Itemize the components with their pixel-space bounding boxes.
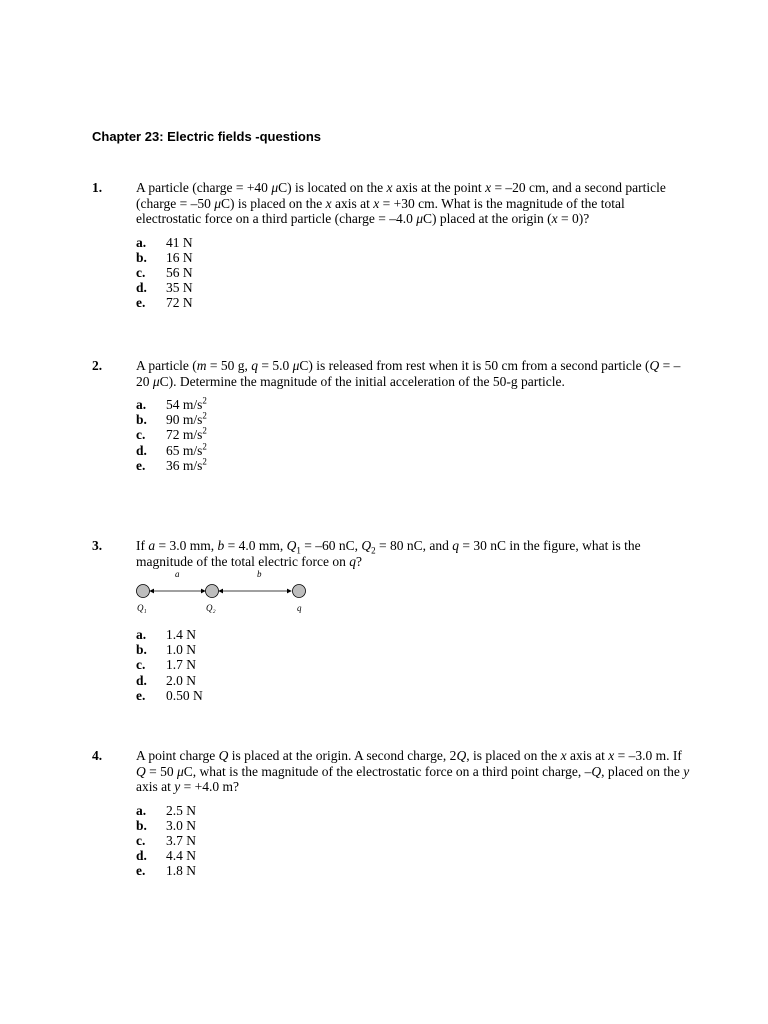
option-text: 2.5 N: [166, 802, 196, 818]
question-number: 4.: [92, 748, 103, 763]
option-letter: b.: [136, 249, 147, 265]
question-text: A point charge Q is placed at the origin. A second charge, 2Q, is placed on the x axis at x = –3.0 m. If Q = 50 μC, what is the magnitude of the electrostatic force on a third point charge, –Q, placed on the y axis at y = +4.0 m?: [136, 748, 690, 794]
option-letter: d.: [136, 672, 147, 688]
answer-option: [136, 458, 692, 473]
charge-q1-circle: [137, 585, 150, 598]
charge-figure: [136, 569, 326, 621]
label-a: a: [175, 569, 180, 579]
option-text: 1.8 N: [166, 863, 196, 879]
label-q: q: [297, 603, 302, 613]
answer-option: [136, 235, 692, 250]
option-letter: d.: [136, 442, 147, 458]
question-text: A particle (charge = +40 μC) is located on the x axis at the point x = –20 cm, and a second particle (charge = –50 μC) is placed on the x axis at x = +30 cm. What is the magnitude of the total electrostatic force on a third particle (charge = –4.0 μC) placed at the origin (x = 0)?: [136, 180, 666, 226]
answer-options: [136, 803, 692, 879]
answer-option: [136, 295, 692, 310]
option-letter: d.: [136, 848, 147, 864]
option-text: 72 $m/s^2$: [166, 425, 207, 443]
answer-option: [136, 673, 692, 688]
option-text: 1.7 N: [166, 657, 196, 673]
answer-option: [136, 250, 692, 265]
answer-options: [136, 397, 692, 473]
option-text: 1.4 N: [166, 627, 196, 642]
answer-option: [136, 863, 692, 878]
answer-option: [136, 412, 692, 427]
option-text: 1.0 N: [166, 642, 196, 658]
question-2: [92, 358, 692, 473]
label-q1: Q₁: [137, 603, 147, 613]
label-q2: Q₂: [206, 603, 216, 613]
option-letter: a.: [136, 627, 147, 642]
charge-q2-circle: [206, 585, 219, 598]
question-text: A particle (m = 50 g, q = 5.0 μC) is released from rest when it is 50 cm from a second particle (Q = –20 μC). Determine the magnitude of the initial acceleration of the 50-g particle.: [136, 358, 681, 389]
page-title: Chapter 23: Electric fields -questions: [92, 129, 322, 144]
option-letter: e.: [136, 687, 146, 703]
option-letter: d.: [136, 280, 147, 296]
option-text: 41 N: [166, 234, 193, 250]
charge-diagram: [136, 577, 326, 621]
answer-option: [136, 443, 692, 458]
answer-option: [136, 688, 692, 703]
answer-option: [136, 848, 692, 863]
answer-options: [136, 235, 692, 311]
answer-option: [136, 818, 692, 833]
question-number: 1.: [92, 180, 103, 195]
option-text: 72 N: [166, 295, 193, 311]
answer-option: [136, 265, 692, 280]
option-text: 16 N: [166, 249, 193, 265]
option-text: 2.0 N: [166, 672, 196, 688]
option-text: 90 $m/s^2$: [166, 410, 207, 428]
charge-q-circle: [293, 585, 306, 598]
option-text: 3.7 N: [166, 832, 196, 848]
option-text: 56 N: [166, 264, 193, 280]
option-letter: e.: [136, 457, 146, 473]
answer-option: [136, 803, 692, 818]
answer-options: [136, 627, 692, 703]
option-letter: a.: [136, 234, 147, 250]
option-text: 36 $m/s^2$: [166, 456, 207, 473]
question-number: 3.: [92, 538, 103, 553]
answer-option: [136, 427, 692, 442]
option-letter: e.: [136, 863, 146, 879]
option-letter: b.: [136, 817, 147, 833]
answer-option: [136, 657, 692, 672]
answer-option: [136, 397, 692, 412]
option-letter: c.: [136, 264, 146, 280]
answer-option: [136, 642, 692, 657]
question-text: If a = 3.0 mm, b = 4.0 mm, $Q_1 = -60$ nC, $Q_2 = 80$ nC, and q = 30 nC in the figure, what is the magnitude of the total electric force on q?: [136, 538, 641, 569]
question-4: [92, 748, 692, 879]
label-b: b: [257, 569, 262, 579]
answer-option: [136, 280, 692, 295]
option-text: 3.0 N: [166, 817, 196, 833]
option-text: 0.50 N: [166, 687, 203, 703]
option-letter: a.: [136, 802, 147, 818]
question-1: [92, 180, 692, 311]
option-letter: c.: [136, 832, 146, 848]
answer-option: [136, 627, 692, 642]
option-text: 4.4 N: [166, 848, 196, 864]
option-letter: b.: [136, 642, 147, 658]
answer-option: [136, 833, 692, 848]
option-text: 54 $m/s^2$: [166, 395, 207, 412]
option-letter: e.: [136, 295, 146, 311]
option-text: 65 $m/s^2$: [166, 441, 207, 458]
question-3: [92, 538, 692, 703]
question-number: 2.: [92, 358, 103, 373]
option-letter: c.: [136, 427, 146, 443]
option-text: 35 N: [166, 280, 193, 296]
option-letter: b.: [136, 412, 147, 428]
option-letter: c.: [136, 657, 146, 673]
option-letter: a.: [136, 397, 147, 412]
